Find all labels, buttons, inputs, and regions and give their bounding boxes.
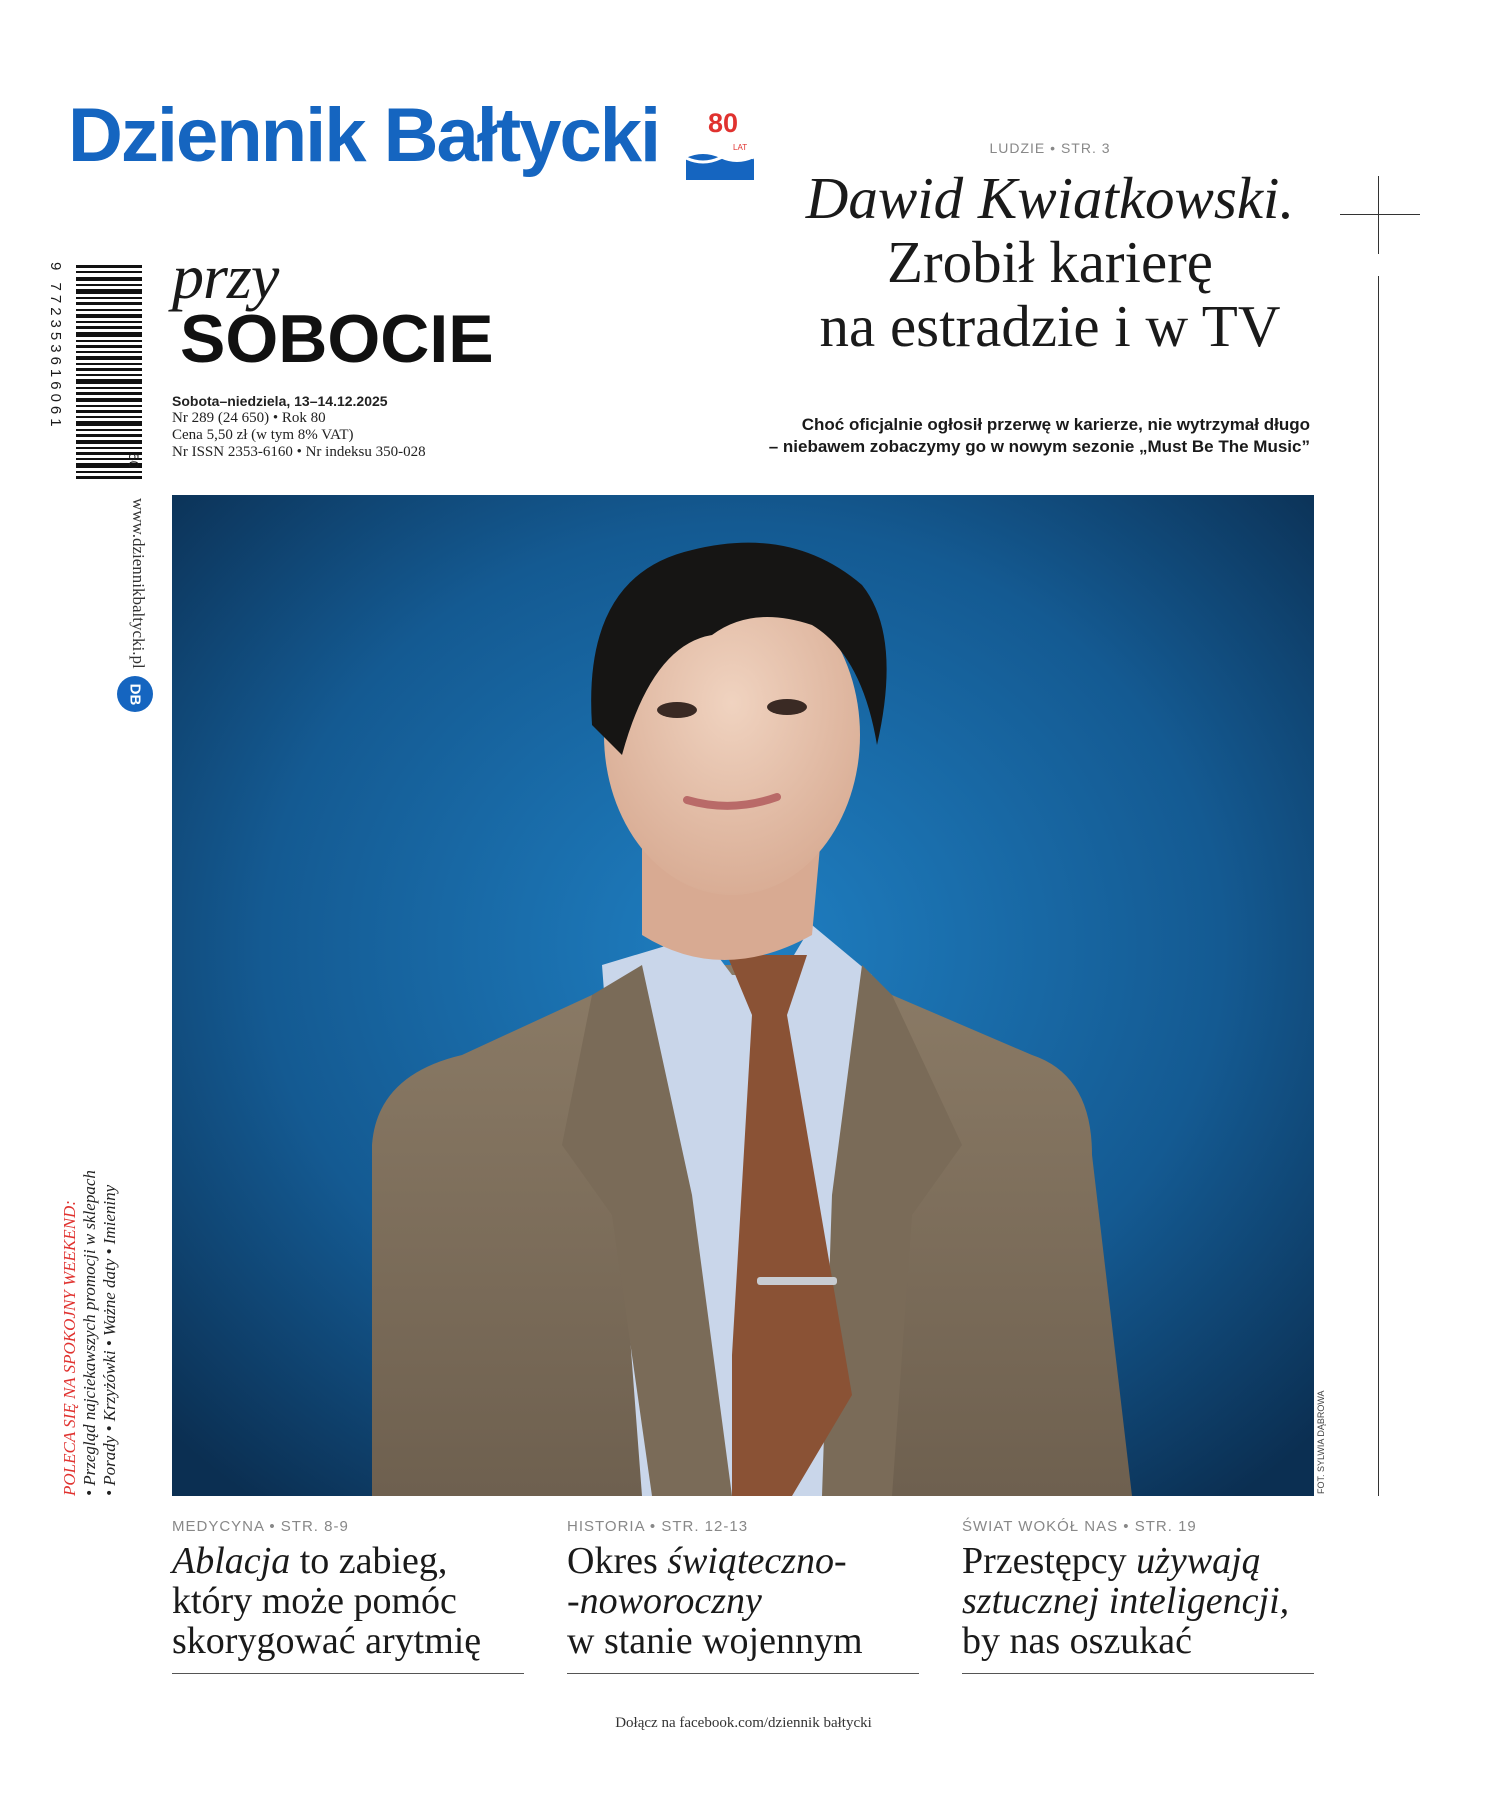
anniversary-suffix: LAT [733, 143, 748, 152]
website-url[interactable]: www.dziennikbaltycki.pl [129, 498, 148, 669]
supplement-przy: przy [172, 241, 279, 312]
story-headline: Okres świąteczno- -noworoczny w stanie wojennym [567, 1540, 863, 1662]
story-rule [172, 1673, 524, 1674]
barcode-digits: 9 772353616061 [47, 262, 64, 431]
story-rule [567, 1673, 919, 1674]
issue-price: Cena 5,50 zł (w tym 8% VAT) [172, 427, 354, 443]
issue-number: Nr 289 (24 650) • Rok 80 [172, 410, 326, 426]
cover-photo [172, 495, 1314, 1496]
recommend-line: • Porady • Krzyżówki • Ważne daty • Imieniny [100, 1184, 119, 1496]
page-edge-line [1378, 276, 1379, 1496]
issue-meta [172, 393, 426, 461]
story-kicker: ŚWIAT WOKÓŁ NAS • STR. 19 [962, 1518, 1197, 1535]
photo-credit: FOT. SYLWIA DĄBROWA [1316, 1390, 1326, 1494]
anniversary-badge: 80 [708, 108, 739, 138]
story-card[interactable] [567, 1518, 919, 1661]
story-rule [962, 1673, 1314, 1674]
recommend-title: POLECA SIĘ NA SPOKOJNY WEEKEND: [60, 1200, 79, 1496]
story-headline: Przestępcy używają sztucznej inteligencji, by nas oszukać [962, 1540, 1290, 1662]
db-badge-icon: DB [117, 676, 153, 712]
barcode-suffix: 50 [126, 453, 142, 469]
issue-date: Sobota–niedziela, 13–14.12.2025 [172, 393, 388, 409]
story-kicker: HISTORIA • STR. 12-13 [567, 1518, 749, 1535]
story-card[interactable] [962, 1518, 1314, 1661]
issue-issn: Nr ISSN 2353-6160 • Nr indeksu 350-028 [172, 444, 426, 460]
top-story-kicker: LUDZIE • STR. 3 [989, 140, 1111, 156]
headline-line: na estradzie i w TV [819, 293, 1281, 359]
crop-mark [1340, 214, 1420, 215]
footer-facebook-link[interactable]: Dołącz na facebook.com/dziennik bałtycki [615, 1715, 872, 1731]
story-card[interactable] [172, 1518, 524, 1661]
top-story-lead: Choć oficjalnie ogłosił przerwę w karierze, nie wytrzymał długo – niebawem zobaczymy go w nowym sezonie „Must Be The Music” [768, 415, 1310, 456]
top-story-headline[interactable] [770, 166, 1330, 358]
barcode [76, 265, 142, 481]
headline-line: Zrobił karierę [887, 229, 1213, 295]
supplement-title: SOBOCIE [180, 301, 494, 377]
weekend-recommendations [60, 1170, 120, 1496]
story-headline: Ablacja to zabieg, który może pomóc skorygować arytmię [172, 1540, 482, 1662]
story-kicker: MEDYCYNA • STR. 8-9 [172, 1518, 349, 1535]
recommend-line: • Przegląd najciekawszych promocji w sklepach [80, 1170, 99, 1496]
crop-mark [1378, 176, 1379, 254]
wave-icon [686, 150, 754, 180]
headline-name: Dawid Kwiatkowski. [805, 165, 1295, 231]
masthead-logo: Dziennik Bałtycki [68, 93, 660, 178]
